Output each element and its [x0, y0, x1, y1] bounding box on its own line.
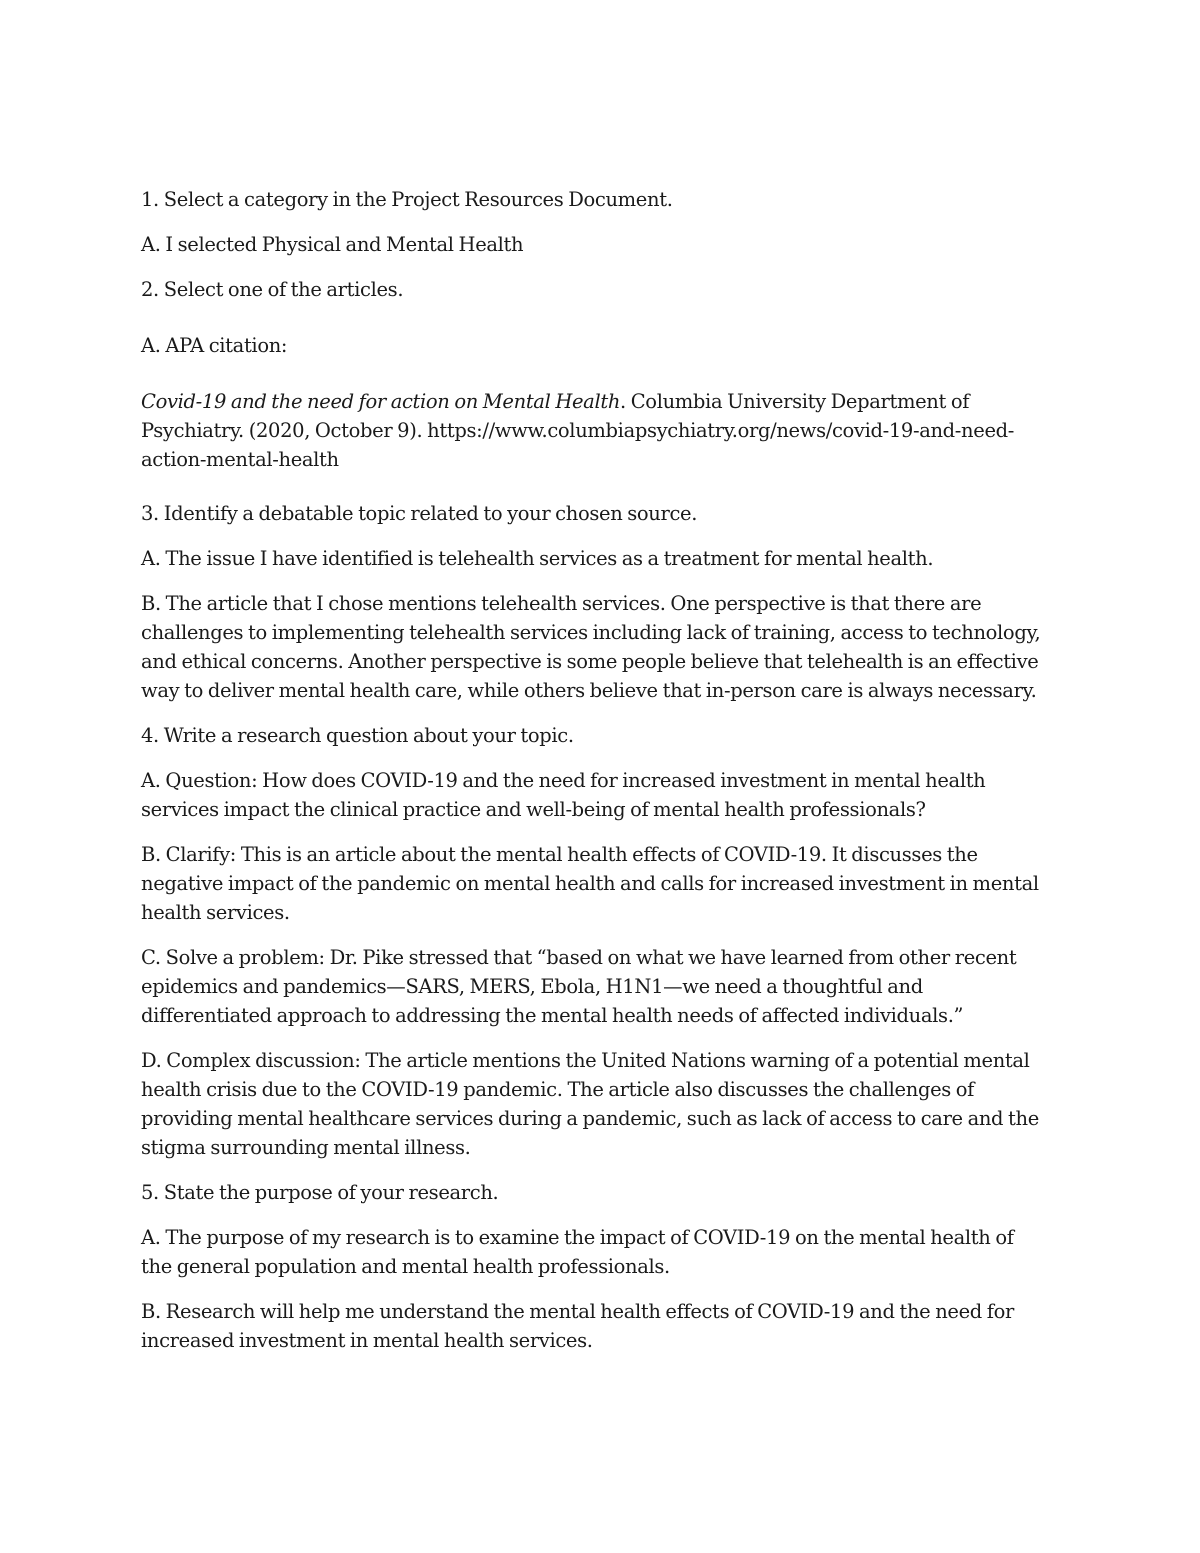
- q2-answer-a: A. APA citation:: [141, 334, 288, 357]
- apa-citation: [141, 387, 1041, 474]
- q5-prompt: 5. State the purpose of your research.: [141, 1181, 499, 1204]
- q4-answer-b: B. Clarify: This is an article about the mental health effects of COVID-19. It discusses the negative impact of the pandemic on mental health and calls for increased investment in mental health services.: [141, 843, 1039, 924]
- citation-details: . Columbia University Department of Psychiatry. (2020, October 9). https://www.columbiapsychiatry.org/news/covid-19-and-need-action-mental-health: [141, 390, 1015, 471]
- q2-prompt: 2. Select one of the articles.: [141, 278, 404, 301]
- q4-prompt: 4. Write a research question about your topic.: [141, 724, 574, 747]
- q3-answer-b: B. The article that I chose mentions telehealth services. One perspective is that there are challenges to implementing telehealth services including lack of training, access to technology, and ethical concerns. Another perspective is some people believe that telehealth is an effective way to deliver mental health care, while others believe that in-person care is always necessary.: [141, 592, 1041, 702]
- q1-prompt: 1. Select a category in the Project Resources Document.: [141, 188, 673, 211]
- q3-answer-a: A. The issue I have identified is telehealth services as a treatment for mental health.: [141, 547, 934, 570]
- q5-answer-b: B. Research will help me understand the mental health effects of COVID-19 and the need for increased investment in mental health services.: [141, 1300, 1014, 1352]
- q1-answer-a: A. I selected Physical and Mental Health: [141, 233, 524, 256]
- q3-prompt: 3. Identify a debatable topic related to your chosen source.: [141, 502, 698, 525]
- q4-answer-c: C. Solve a problem: Dr. Pike stressed that “based on what we have learned from other recent epidemics and pandemics—SARS, MERS, Ebola, H1N1—we need a thoughtful and differentiated approach to addressing the mental health needs of affected individuals.”: [141, 946, 1017, 1027]
- q4-answer-a: A. Question: How does COVID-19 and the need for increased investment in mental health services impact the clinical practice and well-being of mental health professionals?: [141, 769, 986, 821]
- document-body: [141, 185, 1041, 1371]
- citation-title: Covid-19 and the need for action on Mental Health: [141, 390, 621, 413]
- q5-answer-a: A. The purpose of my research is to examine the impact of COVID-19 on the mental health of the general population and mental health professionals.: [141, 1226, 1014, 1278]
- q4-answer-d: D. Complex discussion: The article mentions the United Nations warning of a potential mental health crisis due to the COVID-19 pandemic. The article also discusses the challenges of providing mental healthcare services during a pandemic, such as lack of access to care and the stigma surrounding mental illness.: [141, 1049, 1039, 1159]
